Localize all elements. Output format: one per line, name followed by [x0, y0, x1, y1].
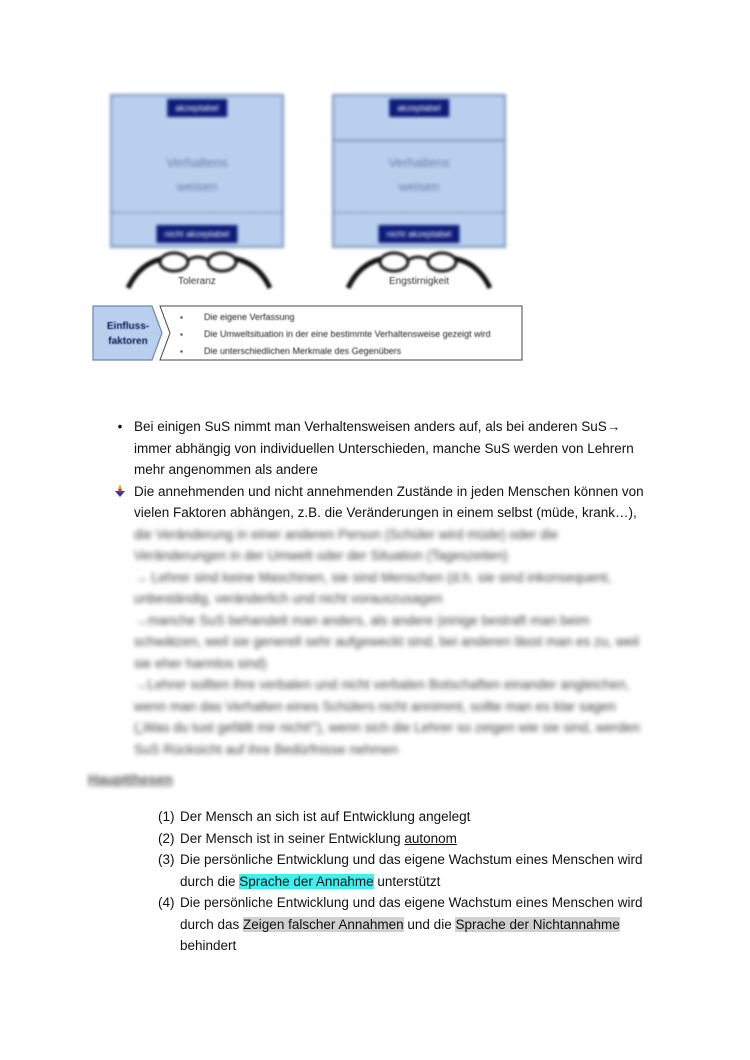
- acceptable-label: akzeptabel: [167, 99, 227, 117]
- thesis-text: behindert: [180, 938, 237, 953]
- factors-tag: Einfluss- faktoren: [106, 320, 150, 347]
- section-heading: Hauptthesen: [88, 771, 173, 787]
- thesis-text: Die persönliche Entwicklung und das eigene Wachstum eines Menschen wird durch das: [180, 895, 643, 932]
- thesis-item: [158, 849, 658, 892]
- highlighted-phrase: Sprache der Annahme: [239, 873, 374, 889]
- theses-list: [158, 806, 658, 957]
- thesis-text: Der Mensch ist in seiner Entwicklung: [180, 830, 405, 846]
- thesis-number: (2): [158, 830, 175, 846]
- factors-list: [176, 309, 516, 360]
- thesis-number: (4): [158, 895, 175, 910]
- arrow-bullet-icon: [112, 481, 128, 505]
- thesis-item: [158, 828, 658, 850]
- not-acceptable-label: nicht akzeptabel: [156, 225, 237, 243]
- thesis-item: [158, 806, 658, 828]
- behavior-window-diagram: [0, 0, 750, 380]
- factor-item: ▪ Die eigene Verfassung: [176, 309, 516, 326]
- thesis-number: (3): [158, 852, 175, 867]
- thesis-item: [158, 892, 658, 957]
- acceptable-label: akzeptabel: [389, 99, 449, 117]
- thesis-text: Der Mensch an sich ist auf Entwicklung angelegt: [180, 809, 471, 824]
- highlighted-phrase: Sprache der Nichtannahme: [455, 916, 620, 932]
- thesis-text: Die persönliche Entwicklung und das eigene Wachstum eines Menschen wird durch die: [180, 852, 643, 889]
- factor-item: ▪ Die unterschiedlichen Merkmale des Gegenübers: [176, 343, 516, 360]
- acceptance-line: [334, 212, 504, 213]
- acceptance-line: [112, 212, 282, 213]
- bullet-dot: •: [117, 419, 123, 434]
- list-item: • Bei einigen SuS nimmt man Verhaltensweisen anders auf, als bei anderen SuS→ immer abhängig von individuellen Unterschieden, manche SuS werden von Lehrern mehr angenommen als andere: [112, 416, 672, 481]
- bullet-list: [112, 416, 672, 760]
- narrow-mindedness-caption: Engstirnigkeit: [389, 276, 450, 287]
- behavior-label: Verhaltens weisen: [166, 155, 228, 194]
- blurred-text: die Veränderung in einer anderen Person (Schüler wird müde) oder die Veränderungen in der Umwelt oder der Situation (Tageszeiten) → Lehrer sind keine Maschinen, sie sind Menschen (d.h. sie sind inkonsequent, unbeständig, veränderlich und nicht vorauszusagen →manche SuS behandelt man anders, als andere (einige bestraft man beim schwätzen, weil sie generell sehr aufgeweckt sind, bei anderen lässt man es zu, weil sie eher harmlos sind) →Lehrer sollten ihre verbalen und nicht verbalen Botschaften einander angleichen, wenn man das Verhalten eines Schülers nicht annimmt, sollte man es klar sagen („Was du tust gefällt mir nicht!“), wenn sich die Lehrer so zeigen wie sie sind, werden SuS Rücksicht auf ihre Bedürfnisse nehmen: [134, 526, 640, 757]
- thesis-number: (1): [158, 809, 175, 824]
- narrow-mindedness-box: [332, 94, 506, 248]
- tolerance-box: [110, 94, 284, 248]
- behavior-label: Verhaltens weisen: [388, 155, 450, 194]
- highlighted-phrase: Zeigen falscher Annahmen: [243, 916, 404, 932]
- upper-line: [334, 140, 504, 141]
- not-acceptable-label: nicht akzeptabel: [378, 225, 459, 243]
- thesis-text: und die: [403, 916, 456, 932]
- list-item: Die annehmenden und nicht annehmenden Zustände in jeden Menschen können von vielen Faktoren abhängen, z.B. die Veränderungen in einem selbst (müde, krank…), die Veränderung in einer anderen Person (Schüler wird müde) oder die Veränderungen in der Umwelt oder der Situation (Tageszeiten) → Lehrer sind keine Maschinen, sie sind Menschen (d.h. sie sind inkonsequent, unbeständig, veränderlich und nicht vorauszusagen →manche SuS behandelt man anders, als andere (einige bestraft man beim schwätzen, weil sie generell sehr aufgeweckt sind, bei anderen lässt man es zu, weil sie eher harmlos sind) →Lehrer sollten ihre verbalen und nicht verbalen Botschaften einander angleichen, wenn man das Verhalten eines Schülers nicht annimmt, sollte man es klar sagen („Was du tust gefällt mir nicht!“), wenn sich die Lehrer so zeigen wie sie sind, werden SuS Rücksicht auf ihre Bedürfnisse nehmen: [112, 481, 672, 761]
- highlighted-phrase: autonom: [404, 830, 457, 846]
- factor-item: ▪ Die Umweltsituation in der eine bestimmte Verhaltensweise gezeigt wird: [176, 326, 516, 343]
- tolerance-caption: Toleranz: [178, 276, 216, 287]
- thesis-text: unterstützt: [373, 873, 441, 889]
